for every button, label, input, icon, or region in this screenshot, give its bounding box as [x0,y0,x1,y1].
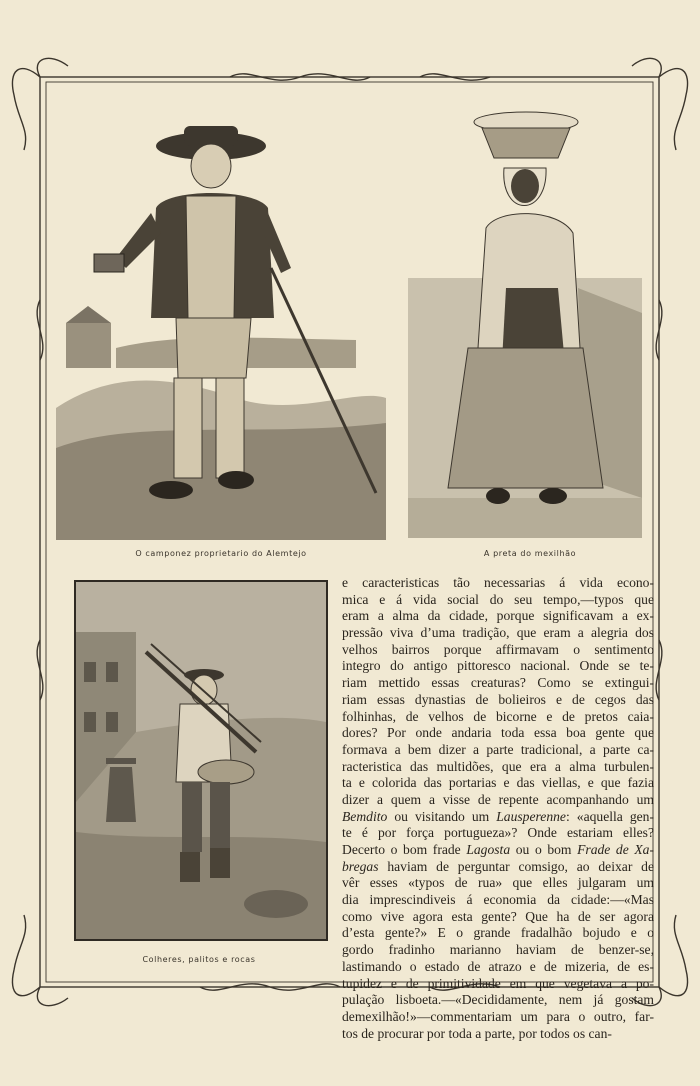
text-line: vêr esses «typos de rua» que elles julgaram um [342,875,654,891]
text-line: te é por força portugueza»? Onde estariam elles? [342,825,654,841]
illustration-camponez [56,118,386,540]
text-line: Bemdito ou visitando um Lausperenne: «aquella gen- [342,808,654,824]
text-line: riam essas dynastias de bolieiros e de cegos das [342,691,654,707]
text-line: como vive agora esta gente? Que ha de ser agora [342,908,654,924]
text-line: demexilhão!»—commentariam um para o outro, far- [342,1008,654,1024]
text-line: ta e colorida das portarias e das viellas, e que fazia [342,775,654,791]
text-line: bregas haviam de perguntar comsigo, ao deixar de [342,858,654,874]
text-line: formava a bem dizer a parte tradicional, a parte ca- [342,741,654,757]
italic-term: Bemdito [342,808,388,824]
text-line: integro do antigo pittoresco nacional. Onde se te- [342,658,654,674]
text-line: riam mettido essas creaturas? Como se extingui- [342,675,654,691]
italic-term: bregas [342,858,379,874]
text-line: velhos bairros porque affirmavam o sentimento [342,641,654,657]
text-line: Decerto o bom frade Lagosta ou o bom Frade de Xa- [342,842,654,857]
text-line: eram a alma da cidade, porque significavam a ex- [342,608,654,624]
caption-preta: A preta do mexilhão [483,549,577,558]
text-line: dizer a quem a visse de repente acompanhando um [342,791,654,807]
text-line: gordo fradinho marianno haviam de benzer-se, [342,942,654,958]
caption-colheres: Colheres, palitos e rocas [142,955,256,964]
text-line: d’esta gente?» E o grande fradalhão bojudo e o [342,925,654,941]
text-line: dia imprescindiveis á economia da cidade:—«Mas [342,892,654,908]
article-body-text [342,575,654,1042]
illustration-colheres-palitos-rocas [74,580,328,941]
italic-term: Lausperenne [496,808,566,824]
text-line: mica e á vida social do seu tempo,—typos que [342,591,654,607]
text-line: tos de procurar por toda a parte, por todos os can- [342,1025,612,1041]
illustration-preta-do-mexilhao [408,98,642,538]
text-line: pulação lisboeta.—«Decididamente, nem já gostam [342,992,654,1008]
text-line: pressão viva d’uma tradição, que eram a alegria dos [342,625,654,641]
text-line: tupidez e de primitividade em que vegetava a po- [342,975,654,991]
caption-camponez: O camponez proprietario do Alemtejo [135,549,307,558]
text-line: dores? Por onde andaria toda essa boa gente que [342,725,654,741]
italic-term: Frade de Xa- [577,842,654,857]
text-line: racteristica das multidões, que era a alma turbulen- [342,758,654,774]
text-line: lastimando o estado de atrazo e de mizeria, de es- [342,958,654,974]
text-line: e caracteristicas tão necessarias á vida econo- [342,575,654,590]
italic-term: Lagosta [466,842,511,857]
text-line: folhinhas, de velhos de bicorne e de pretos caia- [342,708,654,724]
